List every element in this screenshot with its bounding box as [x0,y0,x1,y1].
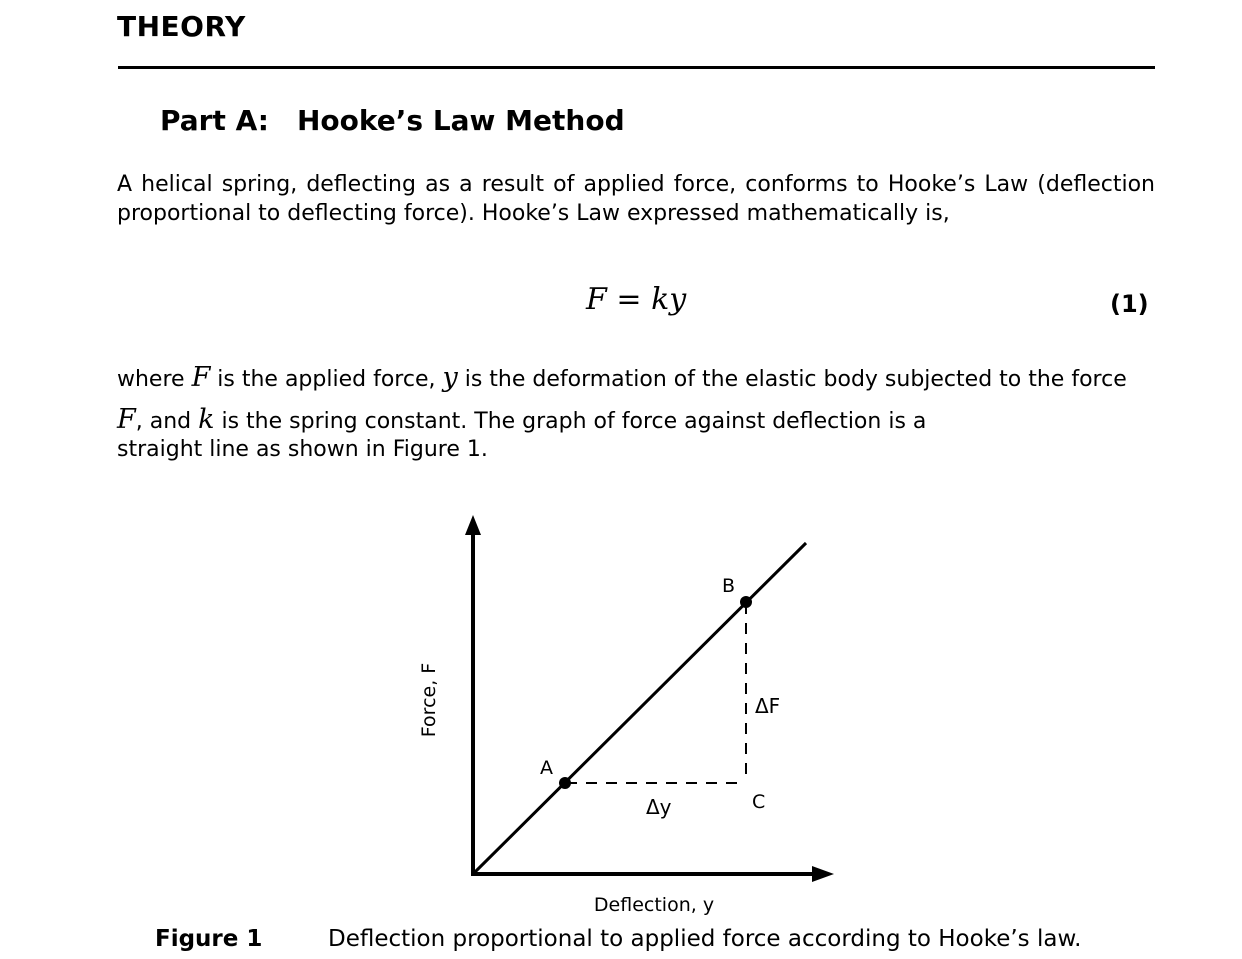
point-b-label: B [722,575,736,597]
part-label: Part A: [160,104,269,137]
def-text-2: is the applied force, [210,367,443,392]
delta-f-label: ΔF [755,694,781,718]
def-text-5: is the spring constant. The graph of force against deflection is a [214,409,927,434]
def-text-6: straight line as shown in Figure 1. [117,437,488,462]
equation-rhs: ky [651,282,687,317]
x-axis-arrow-icon [812,866,834,882]
figure-caption-label: Figure 1 [155,926,263,952]
equation-lhs: F [586,282,607,317]
point-c-label: C [752,791,766,813]
part-title: Hooke’s Law Method [297,104,625,137]
def-text-3: is the deformation of the elastic body subjected to the force [457,367,1127,392]
point-b-marker [740,596,752,608]
def-text-4: , and [135,409,199,434]
point-a-marker [559,777,571,789]
y-axis-label: Force, F [418,662,440,738]
equation-sign: = [616,282,642,317]
figure-caption-text: Deflection proportional to applied force according to Hooke’s law. [328,926,1082,952]
paragraph-intro: A helical spring, deflecting as a result of applied force, conforms to Hooke’s Law (deflection proportional to deflecting force). Hooke’s Law expressed mathematically is, [117,172,1155,226]
delta-y-label: Δy [646,795,672,819]
section-title: THEORY [117,10,246,43]
var-F: F [191,362,211,393]
x-axis-label: Deflection, y [593,894,715,916]
var-y: y [442,362,458,393]
var-F-2: F [117,404,136,435]
equation-number: (1) [1110,290,1149,318]
point-a-label: A [540,757,553,779]
def-text-1: where [117,367,192,392]
var-k: k [198,404,215,435]
